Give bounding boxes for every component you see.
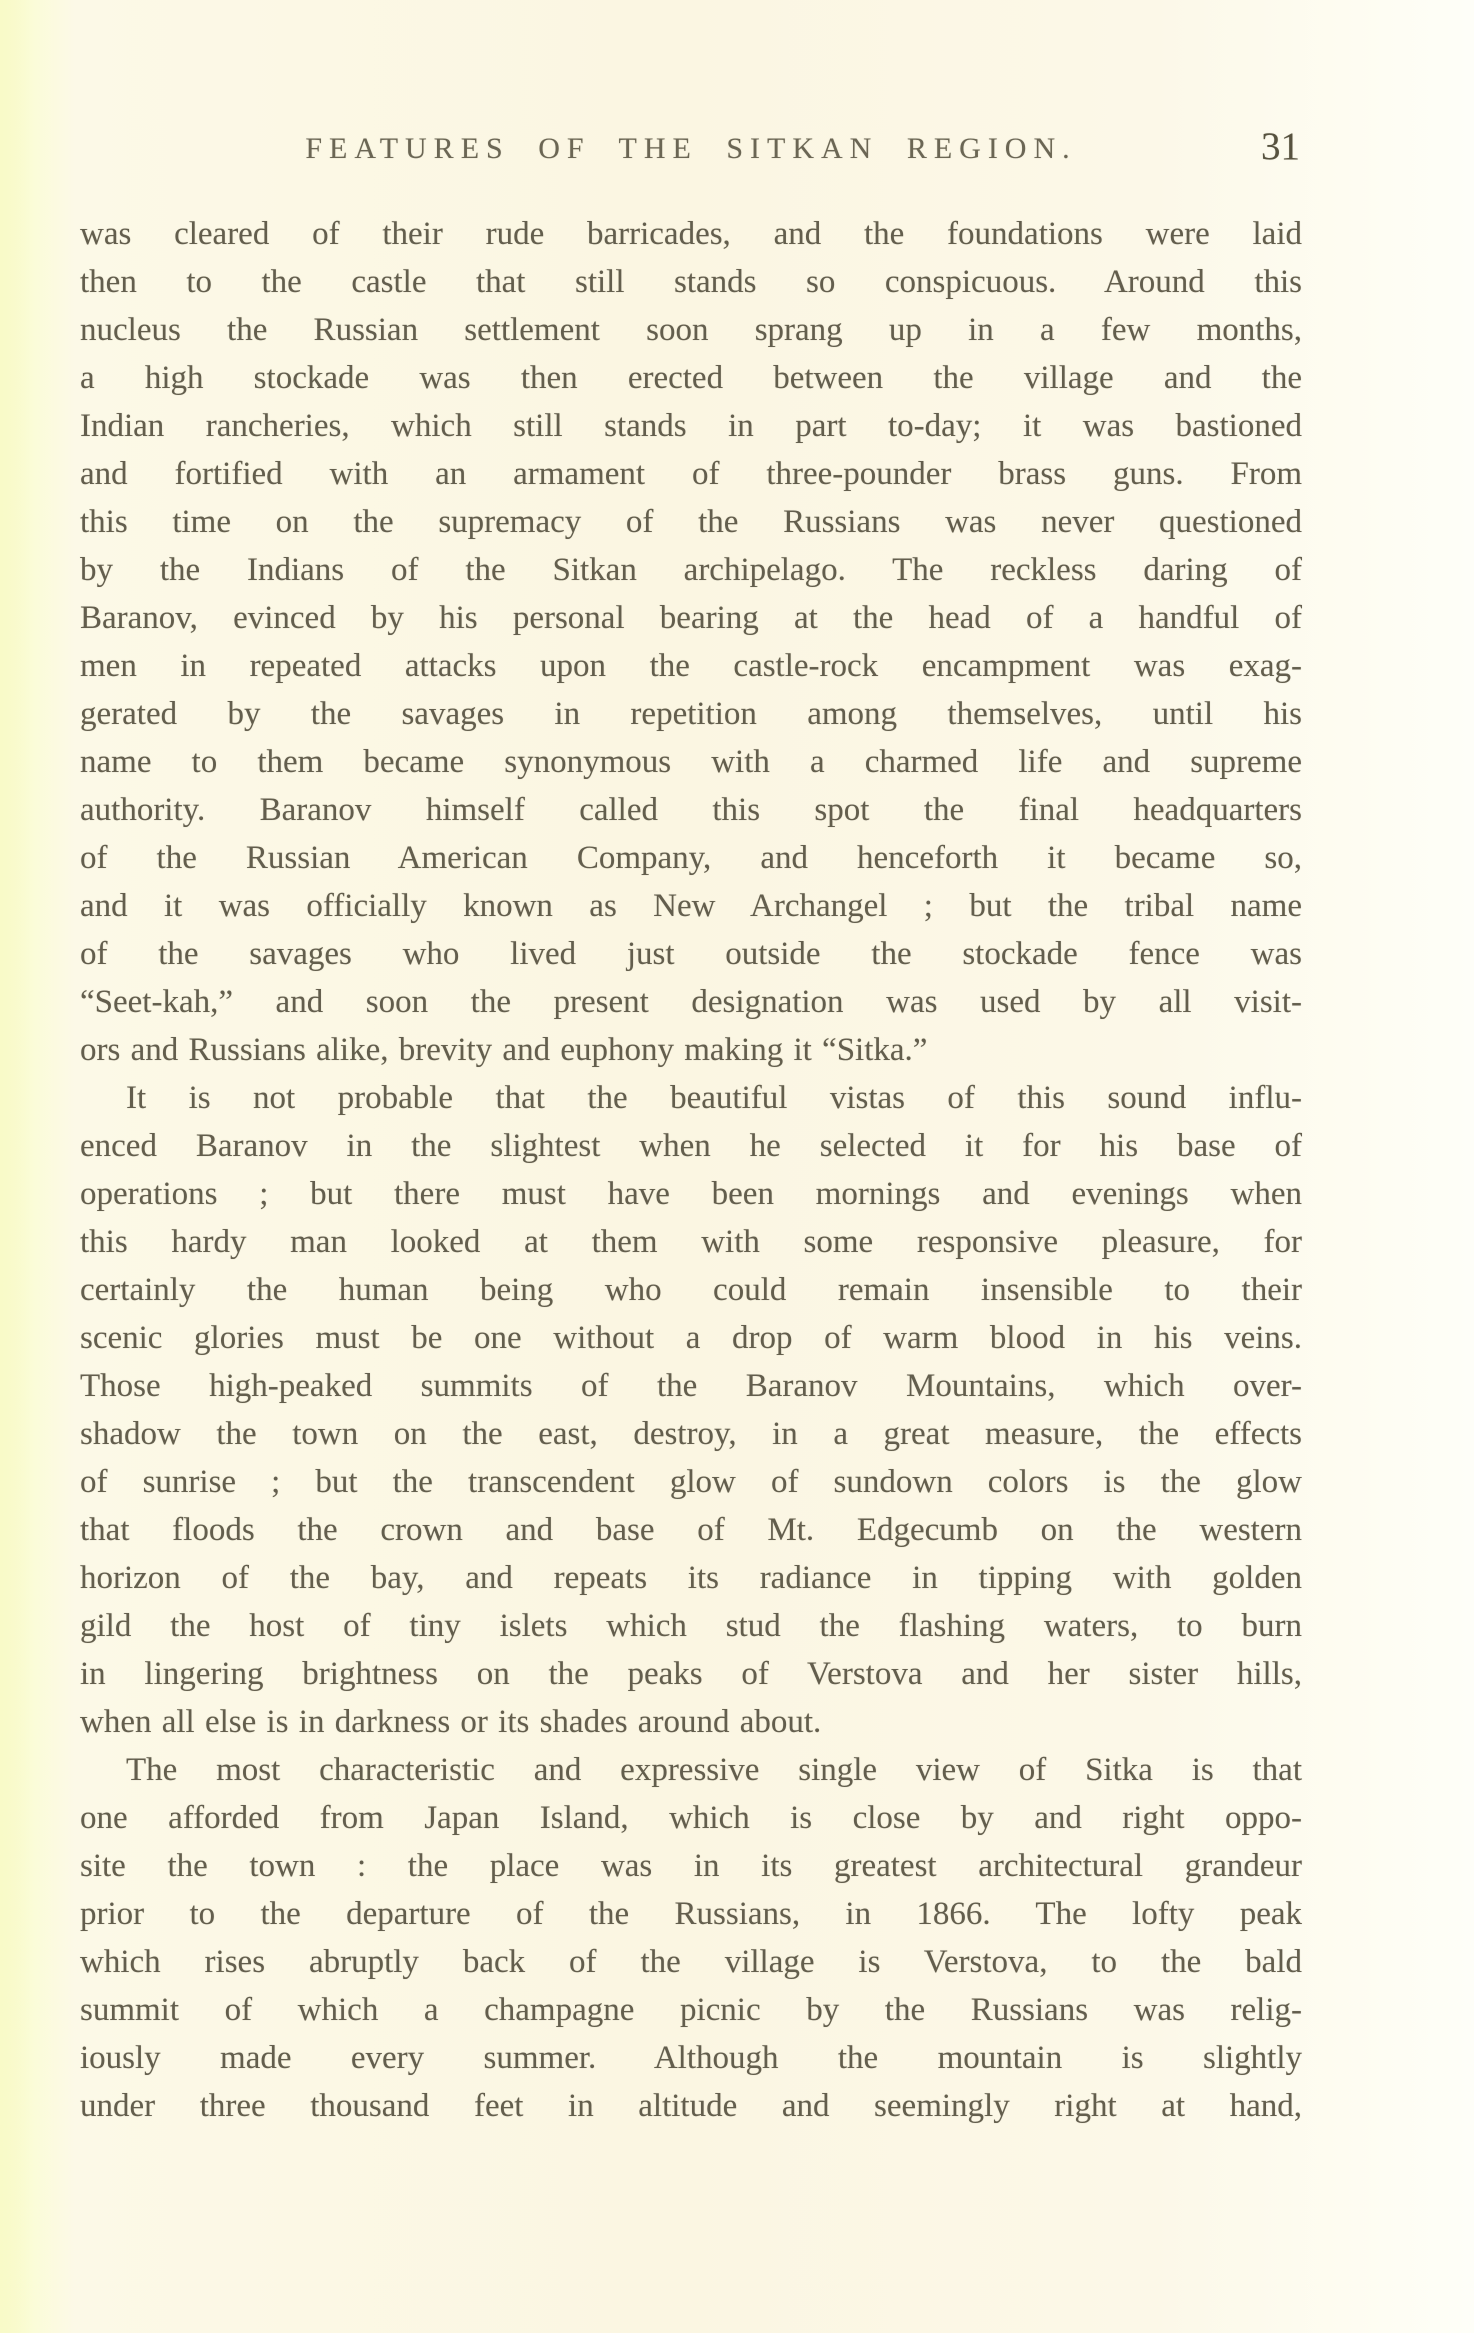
body-line: iously made every summer. Although the mountain is slightly	[80, 2040, 1302, 2076]
body-line: name to them became synonymous with a charmed life and supreme	[80, 744, 1302, 780]
body-line: this time on the supremacy of the Russians was never questioned	[80, 504, 1302, 540]
body-line: of the savages who lived just outside the stockade fence was	[80, 936, 1302, 972]
body-line: site the town : the place was in its greatest architectural grandeur	[80, 1848, 1302, 1884]
body-line: prior to the departure of the Russians, in 1866. The lofty peak	[80, 1896, 1302, 1932]
body-line: one afforded from Japan Island, which is close by and right oppo-	[80, 1800, 1302, 1836]
body-line: enced Baranov in the slightest when he selected it for his base of	[80, 1128, 1302, 1164]
page-content	[80, 125, 1302, 2130]
body-line: gild the host of tiny islets which stud the flashing waters, to burn	[80, 1608, 1302, 1644]
body-line: Those high-peaked summits of the Baranov Mountains, which over-	[80, 1368, 1302, 1404]
body-line: scenic glories must be one without a drop of warm blood in his veins.	[80, 1320, 1302, 1356]
body-line: this hardy man looked at them with some responsive pleasure, for	[80, 1224, 1302, 1260]
body-line: ors and Russians alike, brevity and euphony making it “Sitka.”	[80, 1032, 928, 1068]
body-line: shadow the town on the east, destroy, in a great measure, the effects	[80, 1416, 1302, 1452]
body-line: The most characteristic and expressive single view of Sitka is that	[126, 1752, 1302, 1788]
body-line: of sunrise ; but the transcendent glow of sundown colors is the glow	[80, 1464, 1302, 1500]
body-line: nucleus the Russian settlement soon sprang up in a few months,	[80, 312, 1302, 348]
body-line: and fortified with an armament of three-pounder brass guns. From	[80, 456, 1302, 492]
body-line: “Seet-kah,” and soon the present designation was used by all visit-	[80, 984, 1302, 1020]
page-number: 31	[1261, 125, 1300, 168]
body-line: was cleared of their rude barricades, and the foundations were laid	[80, 216, 1302, 252]
body-line: horizon of the bay, and repeats its radiance in tipping with golden	[80, 1560, 1302, 1596]
body-line: men in repeated attacks upon the castle-rock encampment was exag-	[80, 648, 1302, 684]
body-line: Baranov, evinced by his personal bearing at the head of a handful of	[80, 600, 1302, 636]
page-header	[80, 125, 1302, 170]
body-line: then to the castle that still stands so conspicuous. Around this	[80, 264, 1302, 300]
body-line: which rises abruptly back of the village is Verstova, to the bald	[80, 1944, 1302, 1980]
body-line: and it was officially known as New Archangel ; but the tribal name	[80, 888, 1302, 924]
body-line: summit of which a champagne picnic by the Russians was relig-	[80, 1992, 1302, 2028]
body-line: gerated by the savages in repetition among themselves, until his	[80, 696, 1302, 732]
body-line: authority. Baranov himself called this spot the final headquarters	[80, 792, 1302, 828]
body-line: under three thousand feet in altitude and seemingly right at hand,	[80, 2088, 1302, 2124]
body-line: of the Russian American Company, and henceforth it became so,	[80, 840, 1302, 876]
body-text	[80, 210, 1302, 2130]
page-left-edge	[0, 0, 34, 2333]
body-line: in lingering brightness on the peaks of Verstova and her sister hills,	[80, 1656, 1302, 1692]
body-line: It is not probable that the beautiful vistas of this sound influ-	[126, 1080, 1302, 1116]
body-line: that floods the crown and base of Mt. Edgecumb on the western	[80, 1512, 1302, 1548]
body-line: operations ; but there must have been mornings and evenings when	[80, 1176, 1302, 1212]
body-line: certainly the human being who could remain insensible to their	[80, 1272, 1302, 1308]
body-line: when all else is in darkness or its shades around about.	[80, 1704, 822, 1740]
body-line: a high stockade was then erected between the village and the	[80, 360, 1302, 396]
body-line: Indian rancheries, which still stands in part to-day; it was bastioned	[80, 408, 1302, 444]
page-title: FEATURES OF THE SITKAN REGION.	[305, 132, 1077, 165]
body-line: by the Indians of the Sitkan archipelago. The reckless daring of	[80, 552, 1302, 588]
